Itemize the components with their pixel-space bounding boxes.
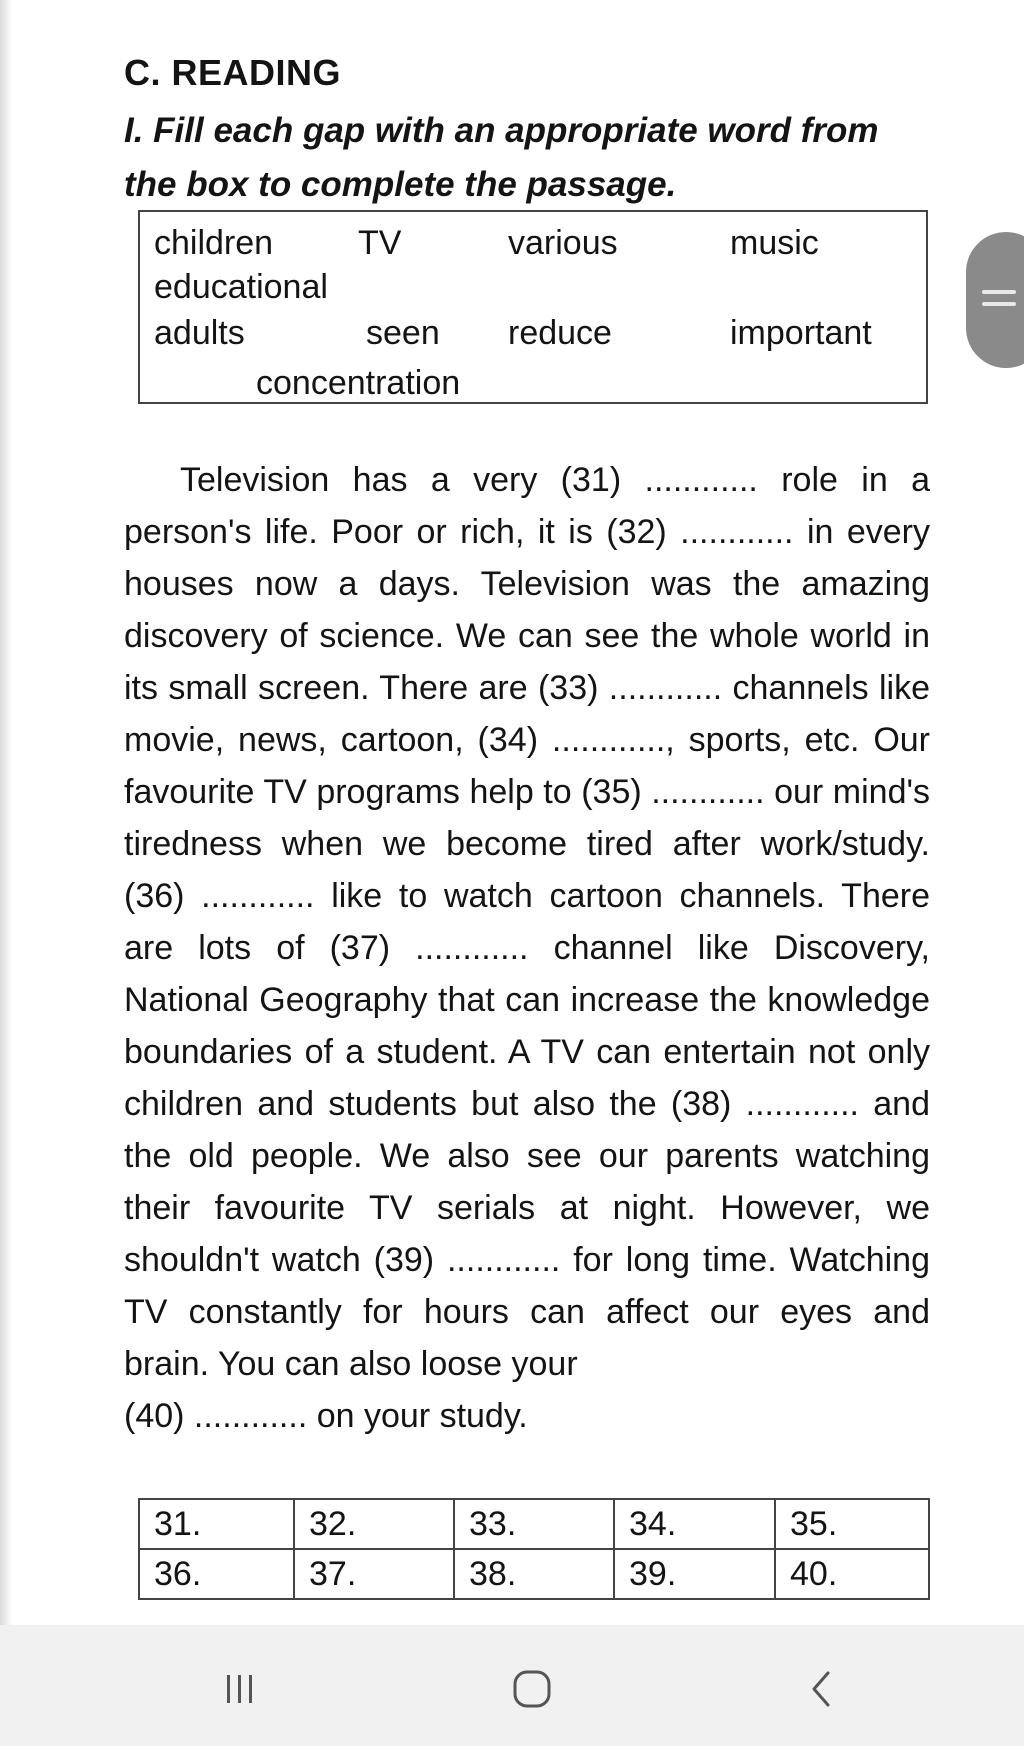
answer-row bbox=[139, 1549, 929, 1599]
word-box-item: TV bbox=[358, 224, 402, 262]
answer-cell[interactable]: 36. bbox=[139, 1549, 294, 1599]
back-button[interactable] bbox=[792, 1659, 852, 1719]
word-box-item: various bbox=[508, 224, 618, 262]
answer-cell[interactable]: 31. bbox=[139, 1499, 294, 1549]
exercise-instruction: I. Fill each gap with an appropriate word from the box to complete the passage. bbox=[124, 111, 879, 204]
answer-cell[interactable]: 35. bbox=[775, 1499, 929, 1549]
answer-cell[interactable]: 32. bbox=[294, 1499, 454, 1549]
handle-line bbox=[982, 290, 1016, 294]
home-icon bbox=[502, 1706, 562, 1723]
word-box-item: concentration bbox=[256, 364, 461, 402]
section-title: C. READING bbox=[124, 52, 342, 93]
answer-cell[interactable]: 39. bbox=[614, 1549, 775, 1599]
answer-table bbox=[138, 1498, 930, 1600]
handle-line bbox=[982, 302, 1016, 306]
answer-cell[interactable]: 37. bbox=[294, 1549, 454, 1599]
word-box-item: important bbox=[730, 314, 872, 352]
answer-cell[interactable]: 34. bbox=[614, 1499, 775, 1549]
answer-cell[interactable]: 38. bbox=[454, 1549, 614, 1599]
reading-passage bbox=[124, 454, 930, 1442]
word-box-item: seen bbox=[366, 314, 440, 352]
word-box-item: music bbox=[730, 224, 819, 262]
word-box-item: adults bbox=[154, 314, 245, 352]
passage-text: Television has a very (31) ............ role in a person's life. Poor or rich, it is (32) ............ in every houses now a days. Television was the amazing discovery of science. We can see the whole world in its small screen. There are (33) ............ channels like movie, news, cartoon, (34) ............, sports, etc. Our favourite TV programs help to (35) ............ our mind's tiredness when we become tired after work/study. (36) ............ like to watch cartoon channels. There are lots of (37) ............ channel like Discovery, National Geography that can increase the knowledge boundaries of a student. A TV can entertain not only children and students but also the (38) ............ and the old people. We also see our parents watching their favourite TV serials at night. However, we shouldn't watch (39) ............ for long time. Watching TV constantly for hours can affect our eyes and brain. You can also loose your bbox=[124, 461, 930, 1383]
answer-cell[interactable]: 33. bbox=[454, 1499, 614, 1549]
home-button[interactable] bbox=[502, 1659, 562, 1719]
word-box-item: children bbox=[154, 224, 274, 262]
word-box-item: reduce bbox=[508, 314, 612, 352]
navigation-bar bbox=[0, 1625, 1024, 1746]
back-icon bbox=[792, 1706, 852, 1723]
answer-cell[interactable]: 40. bbox=[775, 1549, 929, 1599]
recent-apps-button[interactable] bbox=[210, 1659, 270, 1719]
word-box bbox=[138, 210, 928, 404]
edge-panel-handle[interactable] bbox=[966, 232, 1024, 368]
recent-apps-icon bbox=[210, 1706, 270, 1723]
passage-last-line: (40) ............ on your study. bbox=[124, 1397, 528, 1435]
page-edge-shadow bbox=[0, 0, 12, 1625]
answer-row bbox=[139, 1499, 929, 1549]
word-box-item: educational bbox=[154, 268, 328, 306]
